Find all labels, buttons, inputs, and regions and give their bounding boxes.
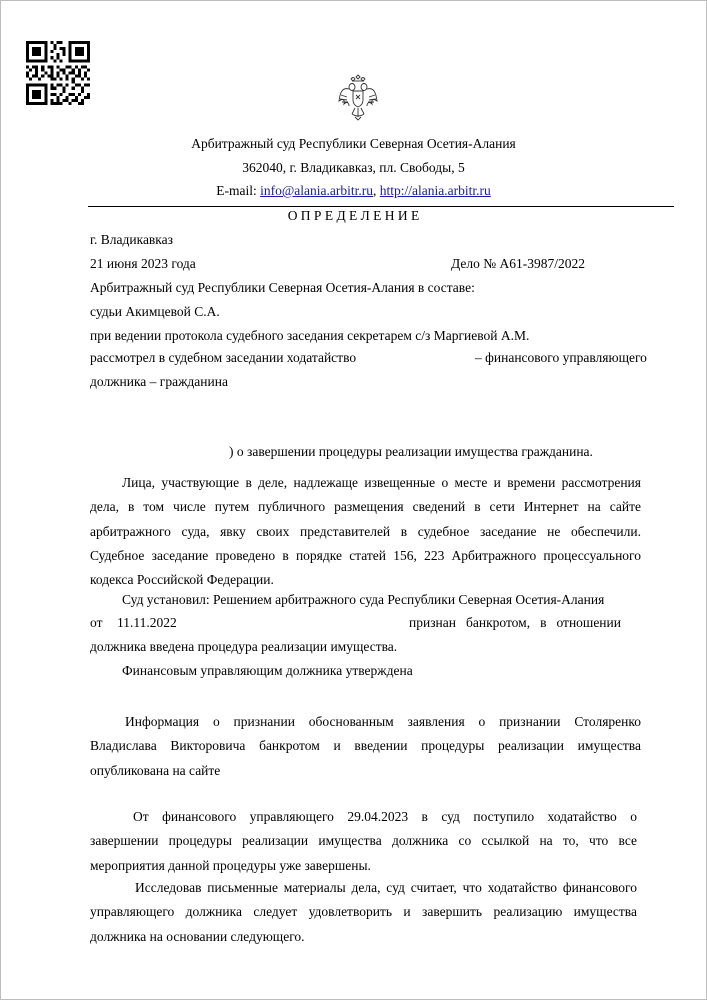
court-contacts [1, 184, 706, 198]
procedure-introduced: должника введена процедура реализации имущества. [90, 639, 398, 654]
paragraph-line: завершении процедуры реализации имущества должника со ссылкой на то, что все [90, 833, 637, 849]
court-established: Суд установил: Решением арбитражного суда Республики Северная Осетия-Алания [122, 592, 605, 607]
paragraph-line: От финансового управляющего 29.04.2023 в суд поступило ходатайство о [133, 809, 637, 824]
considered-motion: рассмотрел в судебном заседании ходатайство [90, 350, 357, 365]
debtor-line: должника – гражданина [90, 374, 228, 389]
paragraph-line: опубликована на сайте [90, 762, 221, 778]
paragraph-line: Исследовав письменные материалы дела, суд считает, что ходатайство финансового [135, 880, 637, 895]
paragraph-line: Информация о признании обоснованным заявления о признании Столяренко [125, 714, 641, 729]
bankrupt-declared: признан банкротом, в отношении [409, 615, 621, 630]
secretary-line: при ведении протокола судебного заседания секретарем с/з Маргиевой А.М. [90, 328, 530, 343]
paragraph-line: Владислава Викторовича банкротом и введении процедуры реализации имущества [90, 738, 641, 754]
paragraph-publication [90, 710, 641, 783]
paragraph-line: мероприятия данной процедуры уже завершены. [90, 857, 371, 873]
court-name: Арбитражный суд Республики Северная Осетия-Алания [191, 136, 516, 151]
judge-name: судьи Акимцевой С.А. [90, 304, 220, 319]
paragraph-court-findings [90, 876, 637, 949]
paragraph-line: дела, в том числе путем публичного размещения сведений в сети Интернет на сайте [90, 499, 641, 515]
city: г. Владикавказ [90, 232, 173, 247]
website-link[interactable]: http://alania.arbitr.ru [379, 183, 491, 198]
paragraph-line: должника на основании следующего. [90, 928, 305, 944]
paragraph-line: управляющего должника следует удовлетворить и завершить реализацию имущества [90, 904, 637, 920]
email-link[interactable]: info@alania.arbitr.ru [260, 183, 374, 198]
header-divider [88, 206, 674, 207]
case-number: Дело № А61-3987/2022 [451, 256, 585, 271]
financial-manager: – финансового управляющего [475, 350, 647, 365]
qr-code [26, 41, 90, 105]
manager-approved: Финансовым управляющим должника утверждена [122, 663, 413, 678]
document-title: О П Р Е Д Е Л Е Н И Е [287, 208, 420, 223]
paragraph-line: Судебное заседание проведено в порядке статей 156, 223 Арбитражного процессуального [90, 547, 641, 563]
paragraph-motion-received [90, 805, 637, 878]
court-composition: Арбитражный суд Республики Северная Осетия-Алания в составе: [90, 280, 475, 295]
document-date: 21 июня 2023 года [90, 256, 196, 271]
decision-date: 11.11.2022 [117, 615, 177, 630]
paragraph-line: арбитражного суда, явку своих представителей в судебное заседание не обеспечили. [90, 523, 641, 539]
court-address: 362040, г. Владикавказ, пл. Свободы, 5 [242, 160, 465, 175]
motion-subject: ) о завершении процедуры реализации имущества гражданина. [229, 444, 593, 459]
coat-of-arms-emblem [338, 71, 378, 123]
decision-from: от [90, 615, 103, 630]
paragraph-line: Лица, участвующие в деле, надлежаще извещенные о месте и времени рассмотрения [122, 475, 641, 490]
paragraph-line: кодекса Российской Федерации. [90, 572, 274, 588]
contacts-separator: , [373, 183, 377, 198]
email-label: E-mail: [216, 183, 257, 198]
paragraph-participants [90, 471, 641, 592]
